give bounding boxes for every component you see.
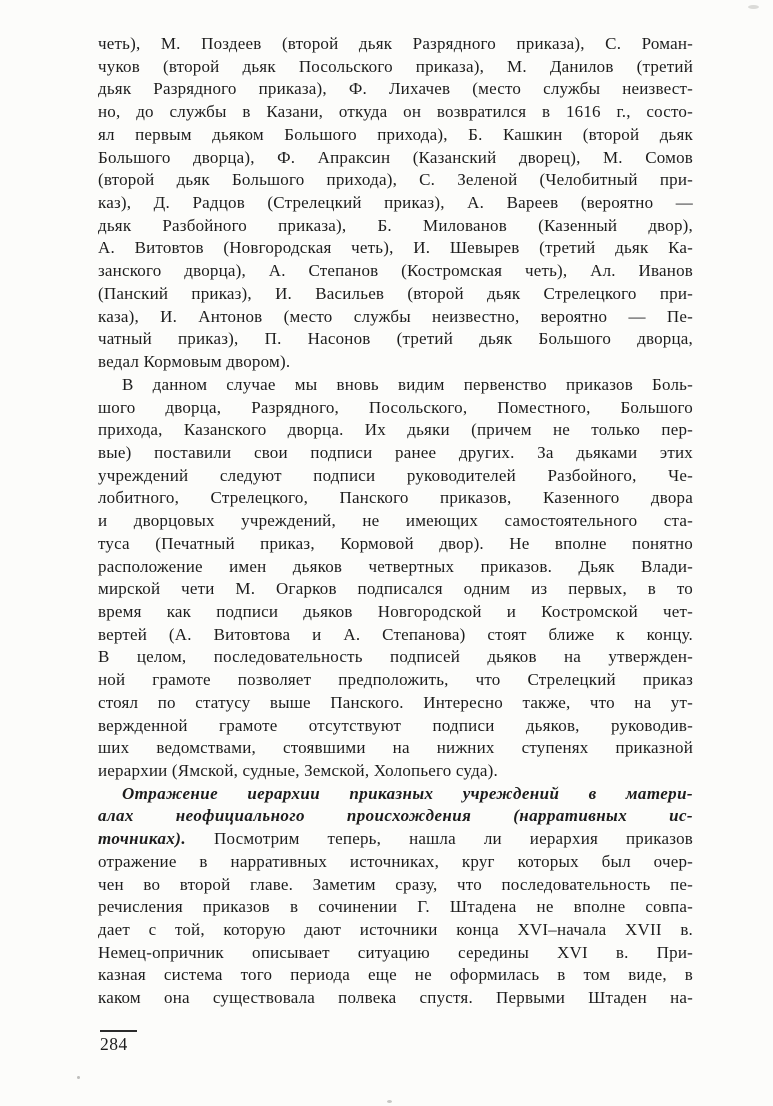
body-text-segment: чен во второй главе. Заметим сразу, что последовательность пе- bbox=[98, 874, 693, 894]
text-line bbox=[98, 56, 693, 79]
scan-artifact bbox=[748, 5, 759, 9]
text-line bbox=[98, 783, 693, 806]
text-line bbox=[98, 465, 693, 488]
body-text-segment: ной грамоте позволяет предположить, что Стрелецкий приказ bbox=[98, 670, 693, 690]
text-line bbox=[98, 101, 693, 124]
body-text-segment: А. Витовтов (Новгородская четь), И. Шевырев (третий дьяк Ка- bbox=[98, 238, 693, 258]
text-line bbox=[98, 805, 693, 828]
text-line bbox=[98, 828, 693, 851]
body-text-segment: учреждений следуют подписи руководителей Разбойного, Че- bbox=[98, 465, 693, 485]
text-line bbox=[98, 78, 693, 101]
text-line bbox=[98, 964, 693, 987]
body-text-segment: ших ведомствами, стоявшими на нижних ступенях приказной bbox=[98, 738, 693, 758]
text-line bbox=[98, 874, 693, 897]
text-line bbox=[98, 306, 693, 329]
scan-artifact bbox=[77, 1076, 80, 1079]
scan-artifact bbox=[387, 1100, 392, 1103]
text-line bbox=[98, 419, 693, 442]
text-line bbox=[98, 760, 693, 783]
body-text-segment: каз), Д. Радцов (Стрелецкий приказ), А. Вареев (вероятно — bbox=[98, 193, 693, 213]
body-text-segment: дьяк Разбойного приказа), Б. Милованов (Казенный двор), bbox=[98, 215, 693, 235]
text-line bbox=[98, 669, 693, 692]
body-text-segment: мирской чети М. Огарков подписался одним из первых, в то bbox=[98, 579, 693, 599]
body-text-segment: время как подписи дьяков Новгородской и Костромской чет- bbox=[98, 601, 693, 621]
text-line bbox=[98, 487, 693, 510]
text-line bbox=[98, 737, 693, 760]
paragraph-1 bbox=[98, 33, 693, 374]
emphasis-text: алах неофициального происхождения (нарративных ис- bbox=[98, 806, 693, 826]
body-text-segment: Немец-опричник описывает ситуацию середины XVI в. При- bbox=[98, 942, 693, 962]
text-line bbox=[98, 215, 693, 238]
body-text-segment: дьяк Разрядного приказа), Ф. Лихачев (место службы неизвест- bbox=[98, 79, 693, 99]
body-text-segment: но, до службы в Казани, откуда он возвратился в 1616 г., состо- bbox=[98, 102, 693, 122]
body-text-segment: чатный приказ), П. Насонов (третий дьяк Большого дворца, bbox=[98, 329, 693, 349]
page-number-text: 284 bbox=[100, 1034, 128, 1054]
text-line bbox=[98, 919, 693, 942]
page-number bbox=[100, 1030, 137, 1055]
body-text-segment: В данном случае мы вновь видим первенство приказов Боль- bbox=[122, 374, 693, 394]
text-line bbox=[98, 374, 693, 397]
text-line bbox=[98, 601, 693, 624]
paragraph-3 bbox=[98, 783, 693, 1010]
emphasis-text: Отражение иерархии приказных учреждений в матери- bbox=[122, 783, 693, 803]
text-line bbox=[98, 896, 693, 919]
body-text-segment: чуков (второй дьяк Посольского приказа), М. Данилов (третий bbox=[98, 56, 693, 76]
body-text-segment: иерархии (Ямской, судные, Земской, Холопьего суда). bbox=[98, 761, 498, 780]
body-text-segment: вые) поставили свои подписи ранее других. За дьяками этих bbox=[98, 442, 693, 462]
body-text-segment: прихода, Казанского дворца. Их дьяки (причем не только пер- bbox=[98, 420, 693, 440]
text-line bbox=[98, 624, 693, 647]
body-text-segment: ведал Кормовым двором). bbox=[98, 352, 291, 372]
body-text-segment: каза), И. Антонов (место службы неизвестно, вероятно — Пе- bbox=[98, 306, 693, 326]
paragraph-2 bbox=[98, 374, 693, 783]
body-text-segment: занского дворца), А. Степанов (Костромская четь), Ал. Иванов bbox=[98, 261, 693, 281]
body-text-segment: и дворцовых учреждений, не имеющих самостоятельного ста- bbox=[98, 511, 693, 531]
text-line bbox=[98, 33, 693, 56]
text-line bbox=[98, 442, 693, 465]
emphasis-text: точниках). bbox=[98, 829, 186, 849]
text-line bbox=[98, 283, 693, 306]
body-text-segment: шого дворца, Разрядного, Посольского, Поместного, Большого bbox=[98, 397, 693, 417]
text-line bbox=[98, 260, 693, 283]
text-line bbox=[98, 646, 693, 669]
text-line bbox=[98, 692, 693, 715]
text-line bbox=[98, 556, 693, 579]
text-line bbox=[98, 715, 693, 738]
text-line bbox=[98, 397, 693, 420]
body-text-segment: отражение в нарративных источниках, круг которых был очер- bbox=[98, 851, 693, 871]
text-line bbox=[98, 124, 693, 147]
body-text bbox=[98, 33, 693, 1010]
body-text-segment: В целом, последовательность подписей дьяков на утвержден- bbox=[98, 647, 693, 667]
text-line bbox=[98, 147, 693, 170]
page-number-rule bbox=[100, 1030, 137, 1032]
body-text-segment: вертей (А. Витовтова и А. Степанова) стоят ближе к концу. bbox=[98, 624, 693, 644]
body-text-segment: каком она существовала полвека спустя. Первыми Штаден на- bbox=[98, 988, 693, 1008]
text-line bbox=[98, 510, 693, 533]
text-line bbox=[98, 328, 693, 351]
body-text-segment: ял первым дьяком Большого прихода), Б. Кашкин (второй дьяк bbox=[98, 124, 693, 144]
body-text-segment: туса (Печатный приказ, Кормовой двор). Не вполне понятно bbox=[98, 533, 693, 553]
body-text-segment: четь), М. Поздеев (второй дьяк Разрядного приказа), С. Роман- bbox=[98, 34, 693, 53]
body-text-segment: лобитного, Стрелецкого, Панского приказов, Казенного двора bbox=[98, 488, 693, 508]
text-line bbox=[98, 578, 693, 601]
body-text-segment: (Панский приказ), И. Васильев (второй дьяк Стрелецкого при- bbox=[98, 283, 693, 303]
body-text-segment: (второй дьяк Большого прихода), С. Зеленой (Челобитный при- bbox=[98, 170, 693, 190]
text-line bbox=[98, 942, 693, 965]
body-text-segment: дает с той, которую дают источники конца XVI–начала XVII в. bbox=[98, 920, 693, 940]
body-text-segment: Посмотрим теперь, нашла ли иерархия приказов bbox=[185, 829, 693, 849]
text-line bbox=[98, 169, 693, 192]
text-line bbox=[98, 351, 693, 374]
body-text-segment: Большого дворца), Ф. Апраксин (Казанский дворец), М. Сомов bbox=[98, 147, 693, 167]
body-text-segment: расположение имен дьяков четвертных приказов. Дьяк Влади- bbox=[98, 556, 693, 576]
text-line bbox=[98, 237, 693, 260]
body-text-segment: казная система того периода еще не оформилась в том виде, в bbox=[98, 965, 693, 985]
body-text-segment: стоял по статусу выше Панского. Интересно также, что на ут- bbox=[98, 692, 693, 712]
text-line bbox=[98, 851, 693, 874]
text-line bbox=[98, 533, 693, 556]
body-text-segment: речисления приказов в сочинении Г. Штадена не вполне совпа- bbox=[98, 897, 693, 917]
text-line bbox=[98, 192, 693, 215]
body-text-segment: вержденной грамоте отсутствуют подписи дьяков, руководив- bbox=[98, 715, 693, 735]
text-line bbox=[98, 987, 693, 1010]
